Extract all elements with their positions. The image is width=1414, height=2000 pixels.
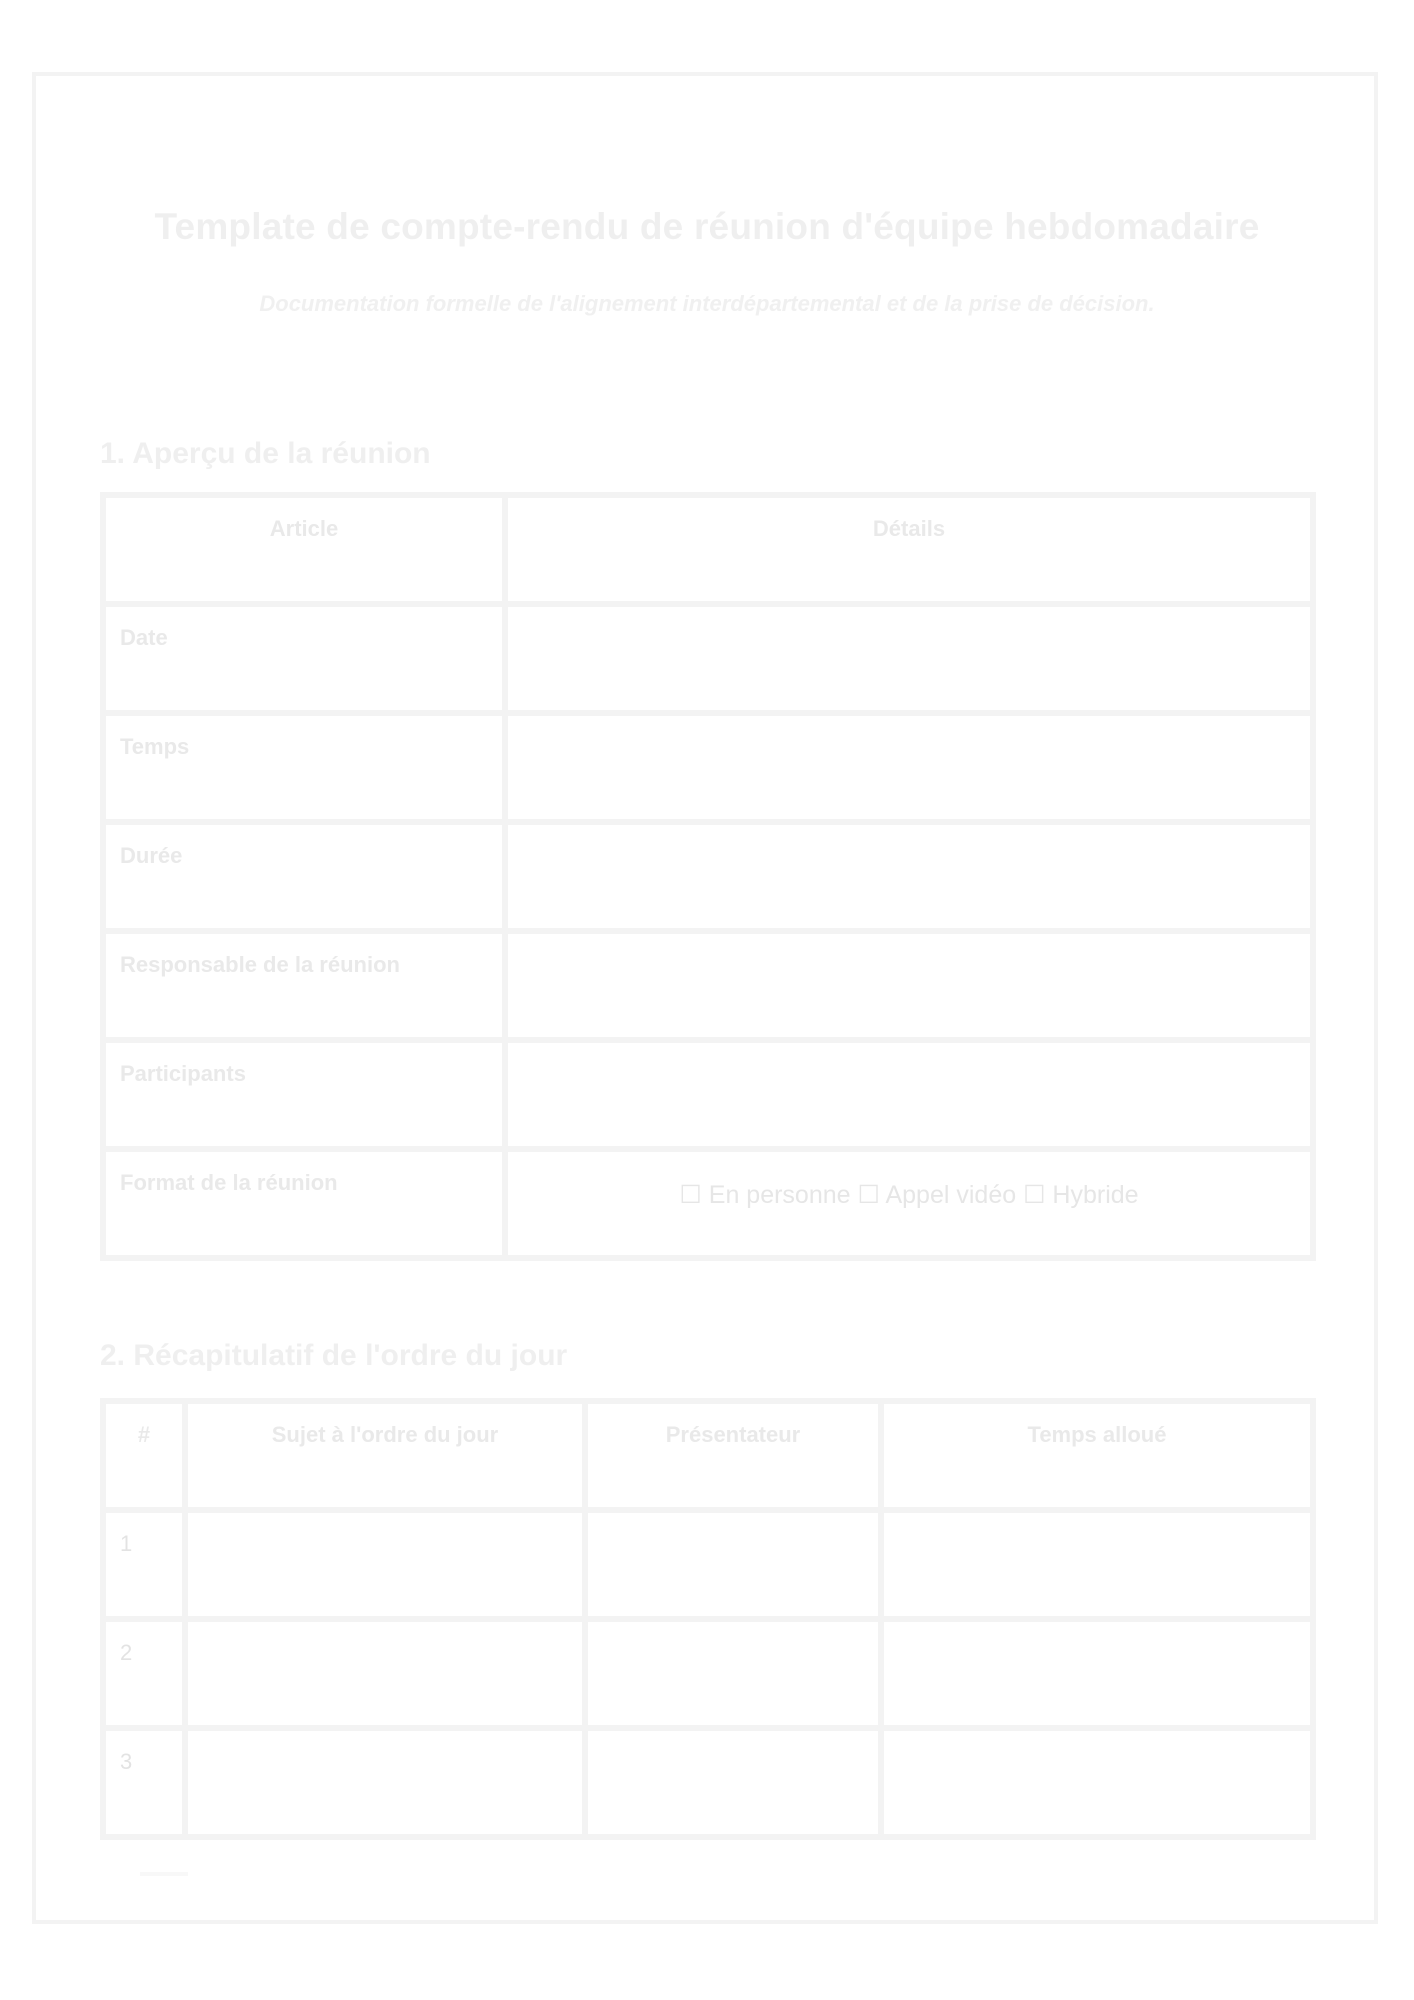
agenda-time-field[interactable] xyxy=(884,1513,1310,1616)
column-header-number: # xyxy=(106,1404,182,1507)
agenda-presenter-field[interactable] xyxy=(588,1622,878,1725)
agenda-presenter-field[interactable] xyxy=(588,1731,878,1834)
row-label-duration: Durée xyxy=(106,825,502,928)
agenda-topic-field[interactable] xyxy=(188,1731,582,1834)
duration-field[interactable] xyxy=(508,825,1310,928)
column-header-details: Détails xyxy=(508,498,1310,601)
agenda-time-field[interactable] xyxy=(884,1622,1310,1725)
row-label-participants: Participants xyxy=(106,1043,502,1146)
agenda-row-number: 1 xyxy=(106,1513,182,1616)
row-label-time: Temps xyxy=(106,716,502,819)
agenda-row-number: 3 xyxy=(106,1731,182,1834)
document-title: Template de compte-rendu de réunion d'équipe hebdomadaire xyxy=(154,206,1260,247)
row-label-date: Date xyxy=(106,607,502,710)
date-field[interactable] xyxy=(508,607,1310,710)
agenda-time-field[interactable] xyxy=(884,1731,1310,1834)
meeting-overview-table xyxy=(100,492,1316,1261)
row-label-meeting-format: Format de la réunion xyxy=(106,1152,502,1255)
column-header-presenter: Présentateur xyxy=(588,1404,878,1507)
table-row xyxy=(106,1152,1310,1255)
meeting-lead-field[interactable] xyxy=(508,934,1310,1037)
document-subtitle: Documentation formelle de l'alignement interdépartemental et de la prise de décision. xyxy=(259,291,1155,316)
table-row xyxy=(106,716,1310,819)
table-row xyxy=(106,1043,1310,1146)
section-heading-agenda: 2. Récapitulatif de l'ordre du jour xyxy=(100,1339,568,1372)
column-header-item: Article xyxy=(106,498,502,601)
row-label-meeting-lead: Responsable de la réunion xyxy=(106,934,502,1037)
time-field[interactable] xyxy=(508,716,1310,819)
table-row xyxy=(106,1622,1310,1725)
column-header-allotted-time: Temps alloué xyxy=(884,1404,1310,1507)
footer-divider xyxy=(140,1872,188,1876)
agenda-topic-field[interactable] xyxy=(188,1513,582,1616)
agenda-presenter-field[interactable] xyxy=(588,1513,878,1616)
table-row xyxy=(106,1513,1310,1616)
agenda-row-number: 2 xyxy=(106,1622,182,1725)
table-row xyxy=(106,825,1310,928)
meeting-format-options[interactable]: ☐ En personne ☐ Appel vidéo ☐ Hybride xyxy=(508,1152,1310,1255)
table-header-row xyxy=(106,1404,1310,1507)
section-heading-overview: 1. Aperçu de la réunion xyxy=(100,437,431,470)
agenda-topic-field[interactable] xyxy=(188,1622,582,1725)
column-header-topic: Sujet à l'ordre du jour xyxy=(188,1404,582,1507)
table-row xyxy=(106,1731,1310,1834)
table-row xyxy=(106,934,1310,1037)
table-header-row xyxy=(106,498,1310,601)
agenda-table xyxy=(100,1398,1316,1840)
table-row xyxy=(106,607,1310,710)
participants-field[interactable] xyxy=(508,1043,1310,1146)
